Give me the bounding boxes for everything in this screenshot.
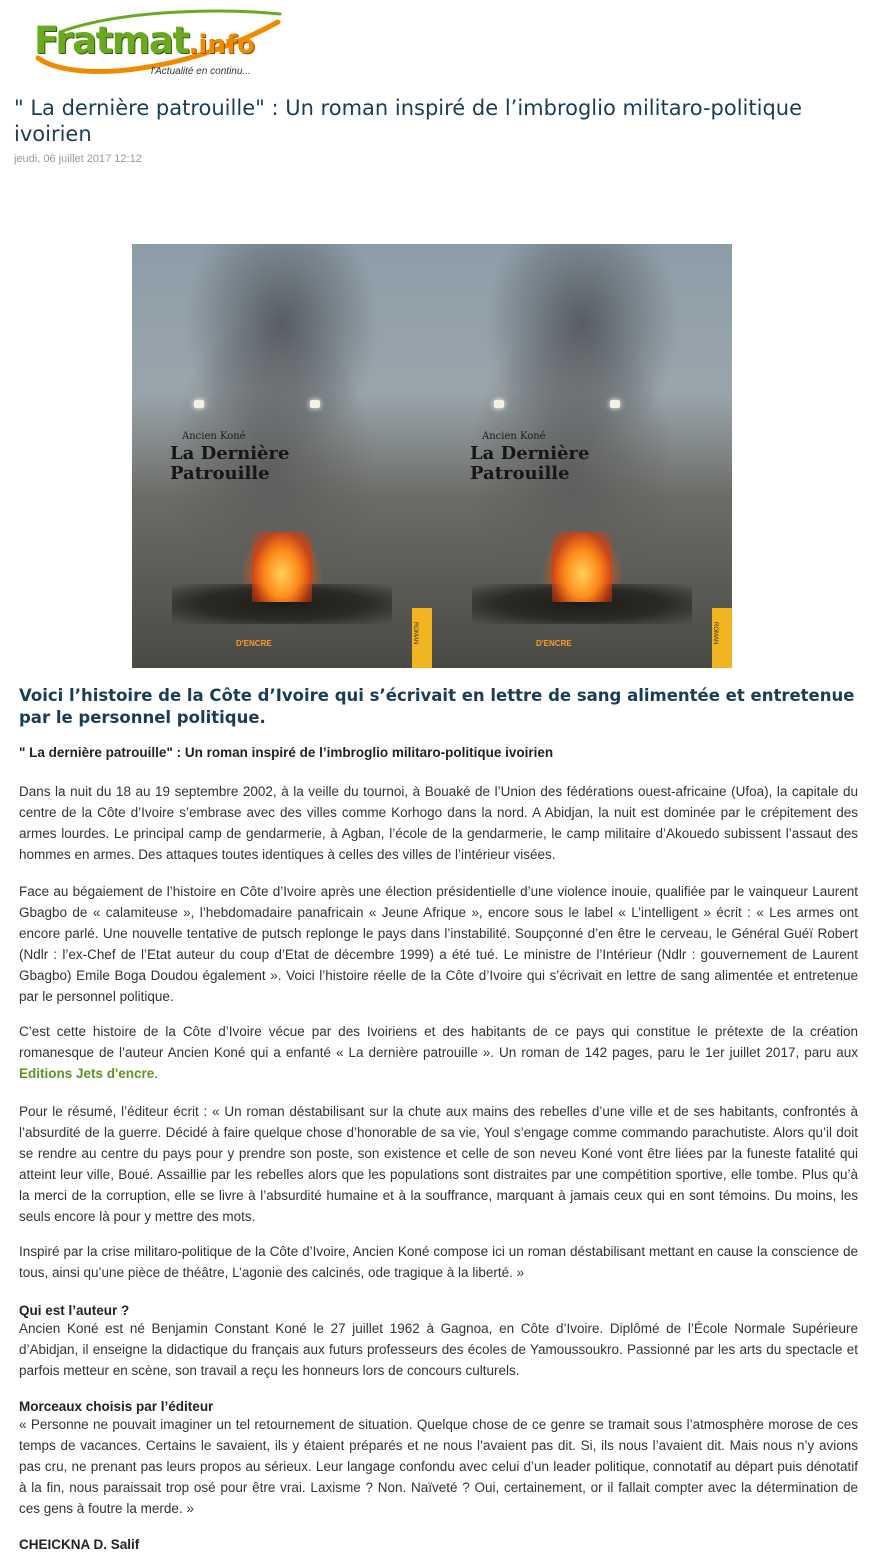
- cover-spine: [712, 608, 732, 668]
- article-lead: Voici l’histoire de la Côte d’Ivoire qui s’écrivait en lettre de sang alimentée et entretenue par le personnel politique.: [19, 686, 855, 727]
- cover-publisher: D'ENCRE: [536, 639, 572, 648]
- cover-title: La Dernière Patrouille: [170, 443, 290, 484]
- paragraph-5: Inspiré par la crise militaro-politique de la Côte d’Ivoire, Ancien Koné compose ici un roman déstabilisant mettant en cause la conscience de tous, ainsi qu’une pièce de théâtre, L’agonie des calcinés, ode tragique à la liberté. »: [19, 1244, 858, 1280]
- paragraph-1: Dans la nuit du 18 au 19 septembre 2002, à la veille du tournoi, à Bouaké de l’Union des fédérations ouest-africaine (Ufoa), la capitale du centre de la Côte d’Ivoire s’embrase avec des villes comme Korhogo dans la nord. A Abidjan, la nuit est dominée par le crépitement des armes lourdes. Le principal camp de gendarmerie, à Agban, l’école de la gendarmerie, le camp militaire d’Akouedo subissent l’assaut des hommes en armes. Des attaques toutes identiques à celles des villes de l’intérieur visées.: [19, 784, 858, 862]
- article-subtitle: " La dernière patrouille" : Un roman inspiré de l’imbroglio militaro-politique ivoirien: [19, 745, 554, 760]
- logo-suffix-text: .info: [188, 30, 256, 60]
- cover-spine: [412, 608, 432, 668]
- cover-author: Ancien Koné: [482, 431, 546, 442]
- author-heading: Qui est l’auteur ?: [19, 1303, 130, 1318]
- headlight-icon: [494, 400, 504, 408]
- author-signature: CHEICKNA D. Salif: [19, 1537, 140, 1552]
- cover-spine-label: ROMAN: [712, 622, 718, 645]
- headlight-icon: [194, 400, 204, 408]
- fire-icon: [552, 532, 612, 602]
- headlight-icon: [310, 400, 320, 408]
- paragraph-3-text: C’est cette histoire de la Côte d’Ivoire vécue par des Ivoiriens et des habitants de ce pays qui constitue le prétexte de la création romanesque de l’auteur Ancien Koné qui a enfanté « La dernière patrouille ». Un roman de 142 pages, paru le 1er juillet 2017, paru aux: [19, 1024, 858, 1060]
- logo-tagline: l'Actualité en continu...: [151, 66, 251, 77]
- cover-author: Ancien Koné: [182, 431, 246, 442]
- publisher-link[interactable]: Editions Jets d'encre: [19, 1066, 155, 1081]
- paragraph-3: C’est cette histoire de la Côte d’Ivoire vécue par des Ivoiriens et des habitants de ce pays qui constitue le prétexte de la création romanesque de l’auteur Ancien Koné qui a enfanté « La dernière patrouille ». Un roman de 142 pages, paru le 1er juillet 2017, paru aux Editions Jets d'encre.: [19, 1024, 858, 1081]
- cover-title: La Dernière Patrouille: [470, 443, 590, 484]
- cover-spine-label: ROMAN: [412, 622, 418, 645]
- excerpt-heading: Morceaux choisis par l’éditeur: [19, 1399, 214, 1414]
- cover-publisher: D'ENCRE: [236, 639, 272, 648]
- article-date: jeudi, 06 juillet 2017 12:12: [14, 153, 142, 165]
- logo-wordmark: [34, 19, 256, 62]
- article-title: " La dernière patrouille" : Un roman inspiré de l’imbroglio militaro-politique ivoirien: [14, 96, 803, 146]
- paragraph-2: Face au bégaiement de l’histoire en Côte d’Ivoire après une élection présidentielle d’une violence inouie, qualifiée par le vainqueur Laurent Gbagbo de « calamiteuse », l’hebdomadaire panafricain « Jeune Afrique », encore sous le label « L’intelligent » écrit : « Les armes ont encore parlé. Une nouvelle tentative de putsch replonge le pays dans l’instabilité. Soupçonné d’en être le cerveau, le Général Guéï Robert (Ndlr : l’ex-Chef de l’Etat auteur du coup d’Etat de décembre 1999) a été tué. Le ministre de l’Intérieur (Ndlr : gouvernement de Laurent Gbagbo) Emile Boga Doudou également ». Voici l’histoire réelle de la Côte d’Ivoire qui s’écrivait en lettre de sang alimentée et entretenue par le personnel politique.: [19, 884, 858, 1004]
- book-cover-image: [132, 244, 732, 668]
- logo-main-text: Fratmat: [34, 19, 189, 62]
- site-logo[interactable]: [30, 2, 300, 84]
- author-text: Ancien Koné est né Benjamin Constant Koné le 27 juillet 1962 à Gagnoa, en Côte d’Ivoire. Diplômé de l’École Normale Supérieure d’Abidjan, il enseigne la didactique du français aux futurs professeurs des écoles de Yamoussoukro. Passionné par les arts du spectacle et parfois metteur en scène, son travail a reçu les honneurs lors de concours culturels.: [19, 1321, 858, 1378]
- paragraph-4: Pour le résumé, l’éditeur écrit : « Un roman déstabilisant sur la chute aux mains des rebelles d’une ville et de ses habitants, confrontés à l’absurdité de la guerre. Décidé à faire quelque chose d’honorable de sa vie, Youl s’engage comme commando parachutiste. Alors qu’il doit se rendre au centre du pays pour y prendre son poste, son existence et celle de son neveu Koné vont être liées par la funeste fatalité qui atteint leur ville, Boué. Assaillie par les rebelles alors que les populations sont distraites par une compétition sportive, elle tombe. Plus qu’à la merci de la corruption, elle se livre à l’absurdité humaine et à la souffrance, marquant à jamais ceux qui en sont témoins. Du moins, les seuls encore là pour y mettre des mots.: [19, 1104, 858, 1224]
- excerpt-text: « Personne ne pouvait imaginer un tel retournement de situation. Quelque chose de ce genre se tramait sous l’atmosphère morose de ces temps de vacances. Certains le savaient, ils y étaient préparés et ne nous l’avaient pas dit. Si, ils nous l’avaient dit. Mais nous n’y avions pas cru, ne prenant pas leurs propos au sérieux. Leur langage confondu avec celui d’un leader politique, connotatif au départ puis dénotatif à la fin, nous paraissait trop osé pour être vrai. Laxisme ? Non. Naïveté ? Oui, certainement, or il fallait compter avec la détermination de ces gens à foutre la merde. »: [19, 1417, 858, 1516]
- book-cover-left: [132, 244, 432, 668]
- headlight-icon: [610, 400, 620, 408]
- fire-icon: [252, 532, 312, 602]
- book-cover-right: [432, 244, 732, 668]
